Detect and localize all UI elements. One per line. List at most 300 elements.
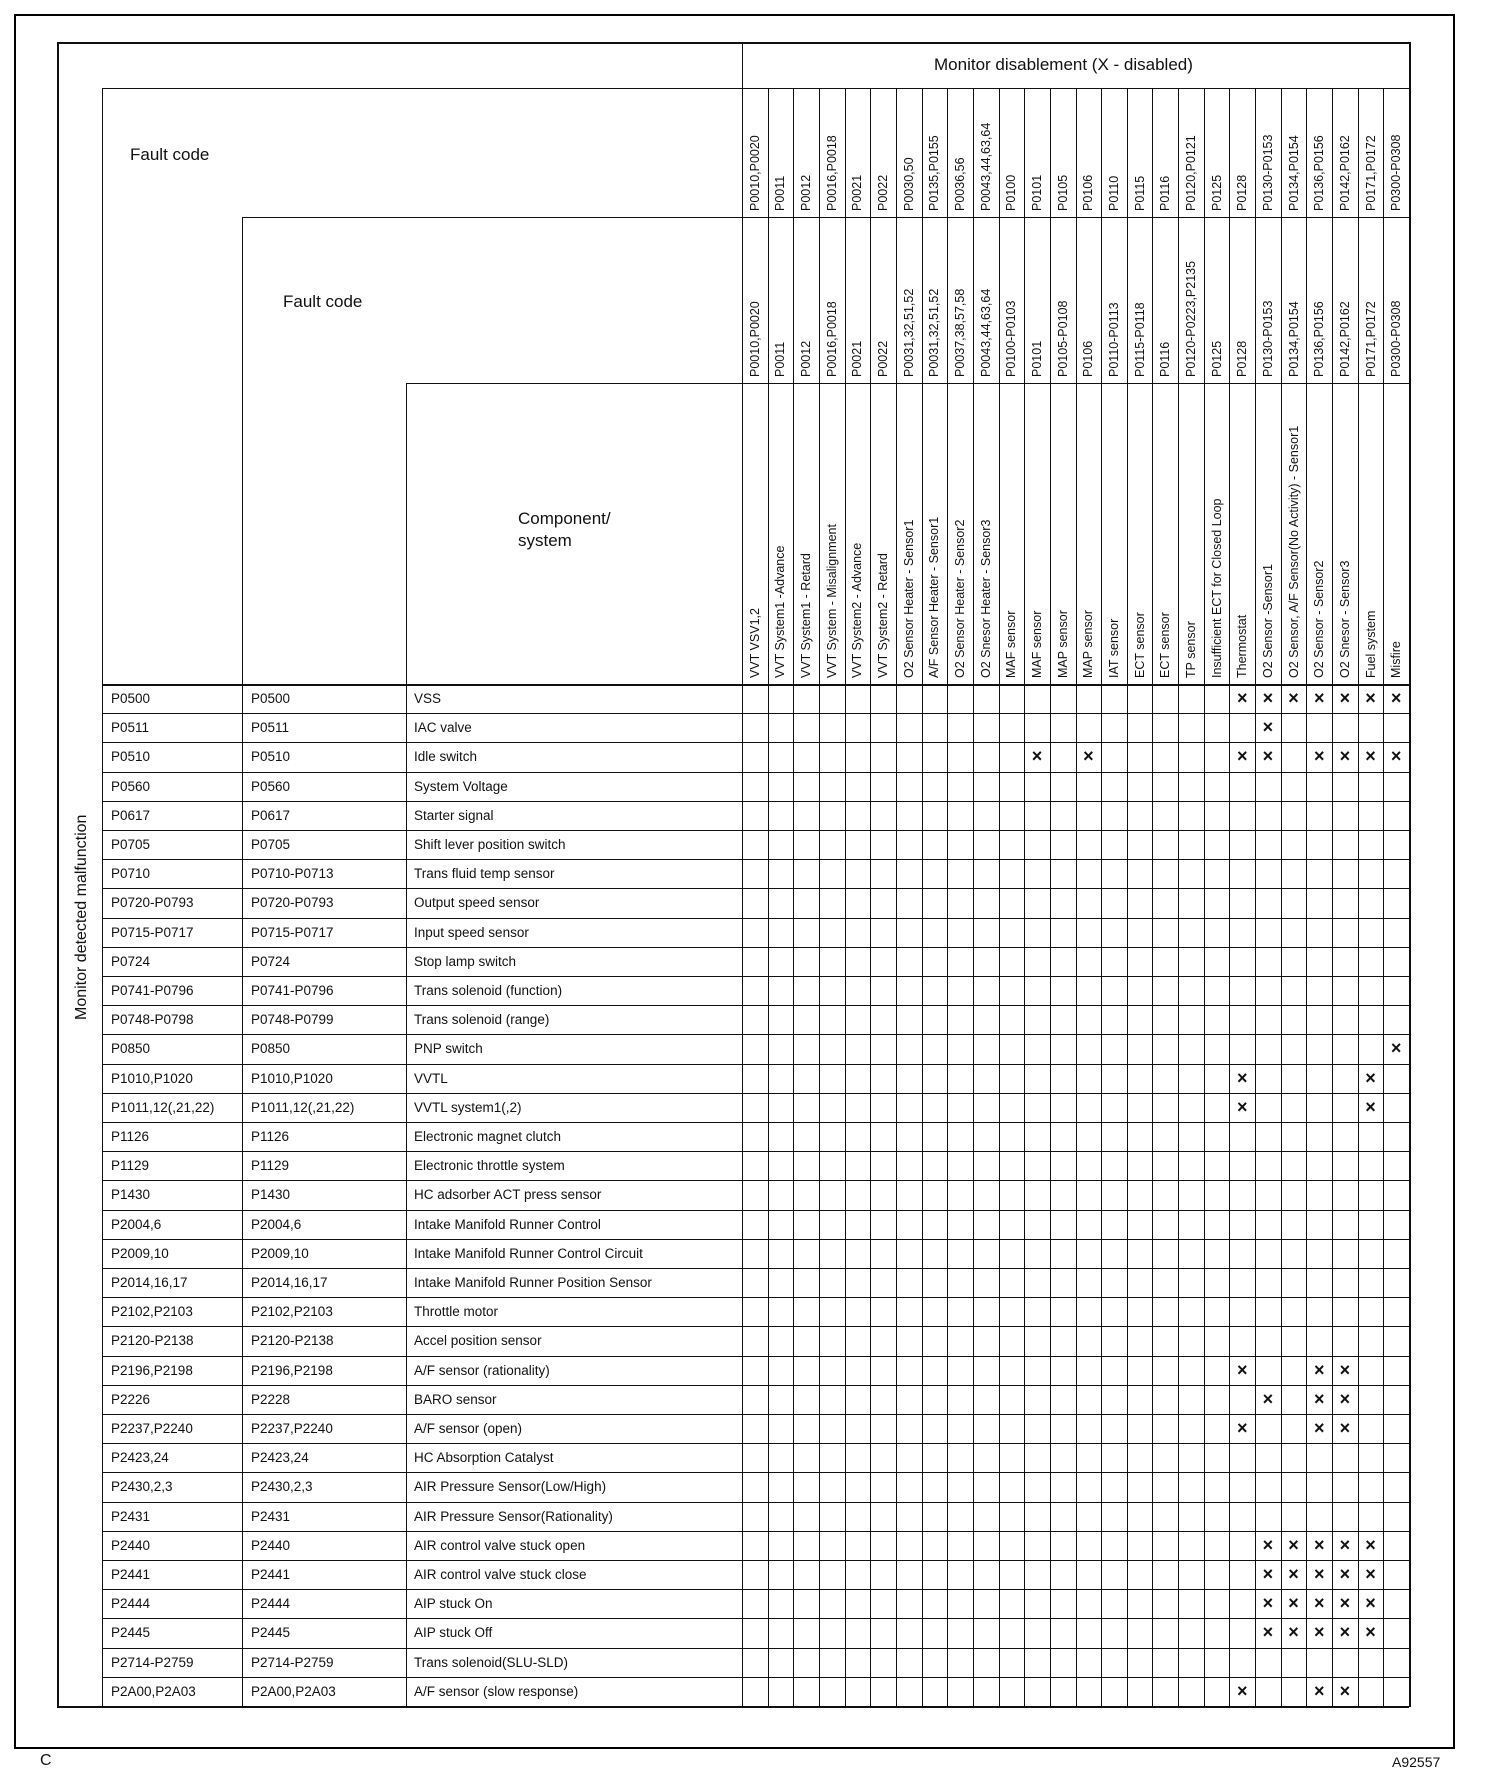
col-code-mid: P0010,P0020 bbox=[747, 301, 762, 377]
disabled-mark: × bbox=[1313, 1388, 1325, 1409]
disabled-mark: × bbox=[1313, 688, 1325, 708]
col-code-top: P0022 bbox=[876, 174, 891, 211]
row-component: A/F sensor (rationality) bbox=[414, 1362, 550, 1378]
row-fault-code: P0510 bbox=[111, 749, 151, 765]
col-component-name: ECT sensor bbox=[1132, 612, 1147, 678]
row-component: AIR control valve stuck close bbox=[414, 1567, 587, 1582]
col-code-mid: P0016,P0018 bbox=[824, 301, 839, 377]
row-component: Input speed sensor bbox=[414, 924, 529, 940]
disabled-mark: × bbox=[1390, 746, 1402, 767]
col-line bbox=[1383, 88, 1384, 1706]
col-line bbox=[1050, 88, 1051, 1706]
disabled-mark: × bbox=[1339, 1622, 1351, 1643]
col-line bbox=[1229, 88, 1230, 1706]
row-fault-code-detail: P1011,12(,21,22) bbox=[251, 1099, 355, 1115]
col-component-name: VVT System - Misalignment bbox=[824, 524, 839, 678]
row-line bbox=[102, 1385, 1409, 1386]
row-fault-code-detail: P0617 bbox=[251, 807, 291, 823]
disabled-mark: × bbox=[1339, 1388, 1351, 1409]
col-line bbox=[870, 88, 871, 1706]
col-divider-component bbox=[406, 383, 407, 1706]
row-fault-code-detail: P0705 bbox=[251, 837, 291, 852]
disabled-mark: × bbox=[1262, 688, 1274, 708]
disabled-mark: × bbox=[1339, 1564, 1351, 1584]
row-fault-code-detail: P2440 bbox=[251, 1537, 291, 1553]
col-code-mid: P0011 bbox=[773, 341, 788, 377]
disabled-mark: × bbox=[1313, 1359, 1325, 1380]
row-component: Trans solenoid (range) bbox=[414, 1012, 550, 1028]
col-code-mid: P0130-P0153 bbox=[1260, 300, 1275, 377]
row-fault-code-detail: P2430,2,3 bbox=[251, 1479, 313, 1495]
disabled-mark: × bbox=[1313, 746, 1325, 767]
col-line bbox=[1178, 88, 1179, 1706]
disabled-mark: × bbox=[1365, 1564, 1376, 1584]
disabled-mark: × bbox=[1365, 688, 1376, 708]
col-component-name: O2 Sensor, A/F Sensor(No Activity) - Sensor1 bbox=[1286, 425, 1301, 678]
col-component-name: O2 Snesor Heater - Sensor3 bbox=[978, 519, 993, 678]
col-component-name: O2 Sensor - Sensor2 bbox=[1312, 560, 1327, 678]
disabled-mark: × bbox=[1365, 1534, 1376, 1555]
row-component: Accel position sensor bbox=[414, 1333, 542, 1349]
col-code-mid: P0105-P0108 bbox=[1055, 300, 1070, 377]
disabled-mark: × bbox=[1313, 1680, 1325, 1701]
row-component: AIR Pressure Sensor(Low/High) bbox=[414, 1479, 607, 1495]
row-fault-code: P0500 bbox=[111, 691, 151, 706]
row-fault-code-detail: P2714-P2759 bbox=[251, 1654, 334, 1670]
disabled-mark: × bbox=[1390, 1038, 1402, 1059]
disabled-mark: × bbox=[1390, 688, 1402, 708]
row-fault-code-detail: P0748-P0799 bbox=[251, 1012, 334, 1028]
row-fault-code: P2120-P2138 bbox=[111, 1333, 194, 1349]
disabled-mark: × bbox=[1313, 1622, 1325, 1643]
header-divider bbox=[406, 383, 742, 384]
row-fault-code: P0720-P0793 bbox=[111, 895, 194, 911]
row-component: Intake Manifold Runner Position Sensor bbox=[414, 1275, 652, 1290]
col-line bbox=[1152, 88, 1153, 1706]
col-component-name: O2 Sensor Heater - Sensor1 bbox=[901, 519, 916, 678]
disabled-mark: × bbox=[1313, 1534, 1325, 1555]
row-fault-code: P0560 bbox=[111, 778, 151, 794]
col-component-name: VVT System1 - Retard bbox=[799, 553, 814, 678]
row-line bbox=[102, 976, 1409, 977]
row-fault-code: P0741-P0796 bbox=[111, 983, 194, 998]
col-component-name: Fuel system bbox=[1363, 610, 1378, 678]
col-component-name: Misfire bbox=[1389, 641, 1404, 678]
row-fault-code-detail: P2014,16,17 bbox=[251, 1275, 328, 1290]
row-fault-code-detail: P0741-P0796 bbox=[251, 983, 334, 998]
row-component: PNP switch bbox=[414, 1041, 483, 1057]
row-fault-code-detail: P2009,10 bbox=[251, 1245, 309, 1261]
row-line bbox=[102, 1180, 1409, 1181]
disabled-mark: × bbox=[1339, 688, 1351, 708]
row-component: VVTL system1(,2) bbox=[414, 1099, 522, 1115]
row-line bbox=[102, 1210, 1409, 1211]
row-fault-code-detail: P0724 bbox=[251, 953, 291, 969]
row-fault-code-detail: P2120-P2138 bbox=[251, 1333, 334, 1349]
disabled-mark: × bbox=[1339, 1418, 1351, 1438]
col-line bbox=[1332, 88, 1333, 1706]
row-line bbox=[102, 1414, 1409, 1415]
row-line bbox=[102, 830, 1409, 831]
disabled-mark: × bbox=[1339, 1680, 1351, 1701]
disabled-mark: × bbox=[1236, 1680, 1248, 1701]
col-code-top: P0171,P0172 bbox=[1363, 135, 1378, 211]
col-code-mid: P0043,44,63,64 bbox=[978, 288, 993, 377]
col-component-name: O2 Sensor -Sensor1 bbox=[1260, 564, 1275, 678]
col-line bbox=[999, 88, 1000, 1706]
col-line bbox=[1281, 88, 1282, 1706]
row-fault-code: P2440 bbox=[111, 1537, 151, 1553]
col-code-top: P0011 bbox=[773, 175, 788, 211]
disabled-mark: × bbox=[1262, 746, 1274, 767]
figure-id: A92557 bbox=[1392, 1754, 1441, 1770]
col-code-top: P0128 bbox=[1235, 174, 1250, 211]
row-fault-code-detail: P0850 bbox=[251, 1041, 291, 1057]
row-line bbox=[102, 947, 1409, 948]
row-line bbox=[102, 1677, 1409, 1678]
row-component: Output speed sensor bbox=[414, 895, 540, 911]
col-code-mid: P0115-P0118 bbox=[1132, 302, 1147, 377]
col-component-name: VVT System2 - Advance bbox=[850, 542, 865, 678]
col-component-name: VVT System1 -Advance bbox=[773, 545, 788, 678]
row-fault-code-detail: P1010,P1020 bbox=[251, 1070, 333, 1086]
col-code-mid: P0100-P0103 bbox=[1004, 300, 1019, 377]
disabled-mark: × bbox=[1313, 1418, 1325, 1438]
col-code-top: P0116 bbox=[1158, 175, 1173, 211]
disabled-mark: × bbox=[1313, 1593, 1325, 1614]
row-fault-code: P1430 bbox=[111, 1187, 151, 1203]
row-line bbox=[102, 772, 1409, 773]
row-component: Throttle motor bbox=[414, 1304, 499, 1320]
row-fault-code-detail: P2004,6 bbox=[251, 1216, 302, 1232]
col-code-mid: P0037,38,57,58 bbox=[953, 288, 968, 377]
row-component: AIP stuck On bbox=[414, 1596, 493, 1612]
row-fault-code: P0715-P0717 bbox=[111, 924, 194, 940]
row-component: Intake Manifold Runner Control Circuit bbox=[414, 1245, 643, 1261]
row-component: Trans solenoid(SLU-SLD) bbox=[414, 1654, 569, 1670]
header-divider bbox=[102, 88, 1409, 89]
disabled-mark: × bbox=[1288, 1564, 1299, 1584]
row-fault-code: P0850 bbox=[111, 1041, 151, 1057]
row-line bbox=[102, 1502, 1409, 1503]
disabled-mark: × bbox=[1288, 1593, 1299, 1614]
row-fault-code-detail: P0560 bbox=[251, 778, 291, 794]
row-fault-code-detail: P2441 bbox=[251, 1567, 291, 1582]
row-component: HC adsorber ACT press sensor bbox=[414, 1187, 602, 1203]
row-component: A/F sensor (slow response) bbox=[414, 1683, 579, 1699]
row-fault-code: P2423,24 bbox=[111, 1450, 169, 1466]
row-line bbox=[102, 1648, 1409, 1649]
col-line bbox=[922, 88, 923, 1706]
col-line bbox=[845, 88, 846, 1706]
col-divider-code1 bbox=[102, 88, 103, 1706]
col-code-top: P0036,56 bbox=[953, 157, 968, 211]
col-code-top: P0300-P0308 bbox=[1389, 134, 1404, 211]
disabled-mark: × bbox=[1031, 746, 1043, 767]
disabled-mark: × bbox=[1288, 688, 1299, 708]
row-fault-code-detail: P0715-P0717 bbox=[251, 924, 334, 940]
row-line bbox=[102, 1618, 1409, 1619]
col-code-top: P0012 bbox=[799, 174, 814, 211]
row-line bbox=[102, 801, 1409, 802]
row-component: Starter signal bbox=[414, 807, 494, 823]
row-fault-code: P0724 bbox=[111, 953, 151, 969]
col-code-top: P0110 bbox=[1106, 175, 1121, 211]
col-line bbox=[1204, 88, 1205, 1706]
row-line bbox=[102, 1443, 1409, 1444]
col-line bbox=[1076, 88, 1077, 1706]
col-line bbox=[1024, 88, 1025, 1706]
col-code-top: P0136,P0156 bbox=[1312, 135, 1327, 211]
row-fault-code-detail: P1126 bbox=[251, 1129, 290, 1144]
col-component-name: VVT VSV1,2 bbox=[747, 608, 762, 678]
row-line bbox=[102, 1093, 1409, 1094]
row-component: BARO sensor bbox=[414, 1391, 497, 1407]
disabled-mark: × bbox=[1236, 688, 1248, 708]
row-fault-code: P0710 bbox=[111, 866, 151, 882]
row-component: HC Absorption Catalyst bbox=[414, 1450, 554, 1466]
row-component: AIP stuck Off bbox=[414, 1625, 493, 1641]
col-line bbox=[1358, 88, 1359, 1706]
row-line bbox=[102, 1297, 1409, 1298]
col-code-top: P0130-P0153 bbox=[1260, 134, 1275, 211]
disabled-mark: × bbox=[1339, 746, 1351, 767]
row-fault-code-detail: P1129 bbox=[251, 1158, 290, 1174]
row-component: Electronic magnet clutch bbox=[414, 1129, 562, 1144]
row-fault-code-detail: P2445 bbox=[251, 1625, 291, 1641]
row-component: AIR Pressure Sensor(Rationality) bbox=[414, 1508, 613, 1524]
row-fault-code-detail: P0710-P0713 bbox=[251, 866, 334, 882]
table-border-bottom bbox=[57, 1706, 1409, 1708]
table-border-top bbox=[57, 42, 1409, 44]
disabled-mark: × bbox=[1236, 746, 1248, 767]
col-code-mid: P0021 bbox=[850, 340, 865, 377]
disabled-mark: × bbox=[1236, 1067, 1248, 1088]
row-line bbox=[102, 1122, 1409, 1123]
col-component-name: Insufficient ECT for Closed Loop bbox=[1209, 498, 1224, 678]
col-component-name: MAF sensor bbox=[1004, 610, 1019, 678]
side-label-monitor-detected: Monitor detected malfunction bbox=[73, 814, 90, 1020]
row-line bbox=[102, 1034, 1409, 1035]
disabled-mark: × bbox=[1365, 1096, 1376, 1117]
row-fault-code-detail: P2228 bbox=[251, 1391, 291, 1407]
row-fault-code: P2441 bbox=[111, 1567, 151, 1582]
row-line bbox=[102, 1472, 1409, 1473]
col-code-mid: P0012 bbox=[799, 340, 814, 377]
disabled-mark: × bbox=[1262, 1388, 1274, 1409]
row-line bbox=[102, 1151, 1409, 1152]
row-component: Idle switch bbox=[414, 749, 478, 765]
col-code-mid: P0031,32,51,52 bbox=[901, 288, 916, 377]
component-system-header: Component/ system bbox=[518, 509, 611, 550]
row-fault-code-detail: P0500 bbox=[251, 691, 291, 706]
row-fault-code-detail: P2444 bbox=[251, 1596, 291, 1612]
col-code-mid: P0101 bbox=[1030, 340, 1045, 377]
col-code-mid: P0125 bbox=[1209, 340, 1224, 377]
row-component: Trans solenoid (function) bbox=[414, 983, 563, 998]
disabled-mark: × bbox=[1262, 1534, 1274, 1555]
col-code-top: P0105 bbox=[1055, 174, 1070, 211]
col-code-top: P0115 bbox=[1132, 175, 1147, 211]
row-fault-code: P2444 bbox=[111, 1596, 151, 1612]
col-code-top: P0021 bbox=[850, 174, 865, 211]
row-fault-code: P1011,12(,21,22) bbox=[111, 1099, 215, 1115]
row-fault-code-detail: P0510 bbox=[251, 749, 291, 765]
disabled-mark: × bbox=[1365, 1593, 1376, 1614]
row-fault-code-detail: P0511 bbox=[251, 720, 290, 736]
row-fault-code: P1129 bbox=[111, 1158, 150, 1174]
col-code-top: P0101 bbox=[1030, 174, 1045, 211]
row-component: Trans fluid temp sensor bbox=[414, 866, 555, 882]
col-line bbox=[1255, 88, 1256, 1706]
col-line bbox=[793, 88, 794, 1706]
disabled-mark: × bbox=[1236, 1096, 1248, 1117]
row-fault-code: P2A00,P2A03 bbox=[111, 1683, 196, 1699]
header-bottom bbox=[102, 684, 1409, 686]
row-line bbox=[102, 1268, 1409, 1269]
col-code-mid: P0031,32,51,52 bbox=[927, 288, 942, 377]
monitor-disablement-title: Monitor disablement (X - disabled) bbox=[934, 55, 1193, 74]
row-fault-code-detail: P2423,24 bbox=[251, 1450, 309, 1466]
col-code-top: P0135,P0155 bbox=[927, 135, 942, 211]
col-code-top: P0125 bbox=[1209, 174, 1224, 211]
col-line bbox=[819, 88, 820, 1706]
col-code-mid: P0110-P0113 bbox=[1106, 302, 1121, 377]
disabled-mark: × bbox=[1236, 1418, 1248, 1438]
disabled-mark: × bbox=[1288, 1534, 1299, 1555]
row-fault-code-detail: P2A00,P2A03 bbox=[251, 1683, 336, 1699]
row-fault-code: P2445 bbox=[111, 1625, 151, 1641]
col-code-top: P0016,P0018 bbox=[824, 135, 839, 211]
row-line bbox=[102, 713, 1409, 714]
col-component-name: O2 Sensor Heater - Sensor2 bbox=[953, 519, 968, 678]
row-fault-code-detail: P2431 bbox=[251, 1508, 291, 1524]
row-line bbox=[102, 1064, 1409, 1065]
disabled-mark: × bbox=[1083, 746, 1094, 767]
row-fault-code: P0617 bbox=[111, 807, 151, 823]
row-component: System Voltage bbox=[414, 778, 508, 794]
row-line bbox=[102, 1531, 1409, 1532]
col-code-top: P0043,44,63,64 bbox=[978, 122, 993, 211]
row-component: VSS bbox=[414, 691, 442, 706]
row-fault-code-detail: P0720-P0793 bbox=[251, 895, 334, 911]
row-fault-code-detail: P1430 bbox=[251, 1187, 291, 1203]
row-fault-code: P2196,P2198 bbox=[111, 1362, 193, 1378]
disabled-mark: × bbox=[1262, 1593, 1274, 1614]
row-fault-code: P2102,P2103 bbox=[111, 1304, 193, 1320]
row-fault-code: P2009,10 bbox=[111, 1245, 169, 1261]
row-line bbox=[102, 1005, 1409, 1006]
col-code-top: P0120,P0121 bbox=[1183, 135, 1198, 211]
corner-label-left: C bbox=[40, 1752, 52, 1769]
col-divider-code2 bbox=[242, 217, 243, 1706]
grid-divider bbox=[742, 42, 743, 1706]
table-border-left bbox=[57, 42, 59, 1706]
row-fault-code-detail: P2102,P2103 bbox=[251, 1304, 333, 1320]
col-component-name: TP sensor bbox=[1183, 621, 1198, 678]
row-fault-code: P0511 bbox=[111, 720, 150, 736]
row-fault-code: P2431 bbox=[111, 1508, 151, 1524]
disabled-mark: × bbox=[1365, 746, 1376, 767]
row-component: VVTL bbox=[414, 1070, 448, 1086]
col-component-name: ECT sensor bbox=[1158, 612, 1173, 678]
row-fault-code: P1010,P1020 bbox=[111, 1070, 193, 1086]
fault-code-header-outer: Fault code bbox=[130, 145, 210, 164]
col-code-mid: P0136,P0156 bbox=[1312, 301, 1327, 377]
disabled-mark: × bbox=[1262, 717, 1274, 738]
disabled-mark: × bbox=[1288, 1622, 1299, 1643]
col-component-name: VVT System2 - Retard bbox=[876, 553, 891, 678]
col-code-top: P0106 bbox=[1081, 174, 1096, 211]
col-code-mid: P0300-P0308 bbox=[1389, 300, 1404, 377]
disabled-mark: × bbox=[1313, 1564, 1325, 1584]
col-code-mid: P0171,P0172 bbox=[1363, 301, 1378, 377]
col-line bbox=[896, 88, 897, 1706]
col-code-mid: P0106 bbox=[1081, 340, 1096, 377]
col-line bbox=[768, 88, 769, 1706]
disabled-mark: × bbox=[1365, 1622, 1376, 1643]
row-fault-code: P2714-P2759 bbox=[111, 1654, 194, 1670]
col-component-name: Thermostat bbox=[1235, 614, 1250, 678]
row-component: Shift lever position switch bbox=[414, 837, 566, 852]
disabled-mark: × bbox=[1262, 1622, 1274, 1643]
col-code-mid: P0116 bbox=[1158, 341, 1173, 377]
col-line bbox=[1306, 88, 1307, 1706]
disabled-mark: × bbox=[1262, 1564, 1274, 1584]
col-component-name: IAT sensor bbox=[1106, 618, 1121, 678]
col-line bbox=[947, 88, 948, 1706]
disabled-mark: × bbox=[1236, 1359, 1248, 1380]
fault-code-header-inner: Fault code bbox=[283, 292, 363, 311]
col-component-name: MAP sensor bbox=[1081, 610, 1096, 678]
row-line bbox=[102, 1560, 1409, 1561]
row-component: Stop lamp switch bbox=[414, 953, 517, 969]
row-fault-code: P0705 bbox=[111, 837, 151, 852]
row-line bbox=[102, 888, 1409, 889]
row-fault-code-detail: P2196,P2198 bbox=[251, 1362, 333, 1378]
row-line bbox=[102, 859, 1409, 860]
col-code-mid: P0128 bbox=[1235, 340, 1250, 377]
col-code-top: P0134,P0154 bbox=[1286, 135, 1301, 211]
row-component: Electronic throttle system bbox=[414, 1158, 565, 1174]
col-component-name: O2 Snesor - Sensor3 bbox=[1337, 560, 1352, 678]
col-code-top: P0100 bbox=[1004, 174, 1019, 211]
col-line bbox=[1101, 88, 1102, 1706]
disabled-mark: × bbox=[1339, 1534, 1351, 1555]
col-line bbox=[1127, 88, 1128, 1706]
col-code-top: P0030,50 bbox=[901, 157, 916, 211]
col-component-name: MAF sensor bbox=[1030, 610, 1045, 678]
disabled-mark: × bbox=[1339, 1593, 1351, 1614]
col-code-mid: P0120-P0223,P2135 bbox=[1183, 260, 1198, 377]
col-component-name: A/F Sensor Heater - Sensor1 bbox=[927, 516, 942, 678]
col-code-mid: P0022 bbox=[876, 340, 891, 377]
row-fault-code: P2430,2,3 bbox=[111, 1479, 173, 1495]
row-component: IAC valve bbox=[414, 720, 472, 736]
row-fault-code: P2226 bbox=[111, 1391, 151, 1407]
row-line bbox=[102, 1326, 1409, 1327]
disabled-mark: × bbox=[1339, 1359, 1351, 1380]
row-line bbox=[102, 1239, 1409, 1240]
row-component: AIR control valve stuck open bbox=[414, 1537, 586, 1553]
table-border-right bbox=[1409, 42, 1411, 1707]
col-code-top: P0142,P0162 bbox=[1337, 135, 1352, 211]
row-line bbox=[102, 742, 1409, 743]
col-code-mid: P0134,P0154 bbox=[1286, 301, 1301, 377]
disabled-mark: × bbox=[1365, 1067, 1376, 1088]
row-line bbox=[102, 1356, 1409, 1357]
header-divider bbox=[242, 217, 742, 218]
